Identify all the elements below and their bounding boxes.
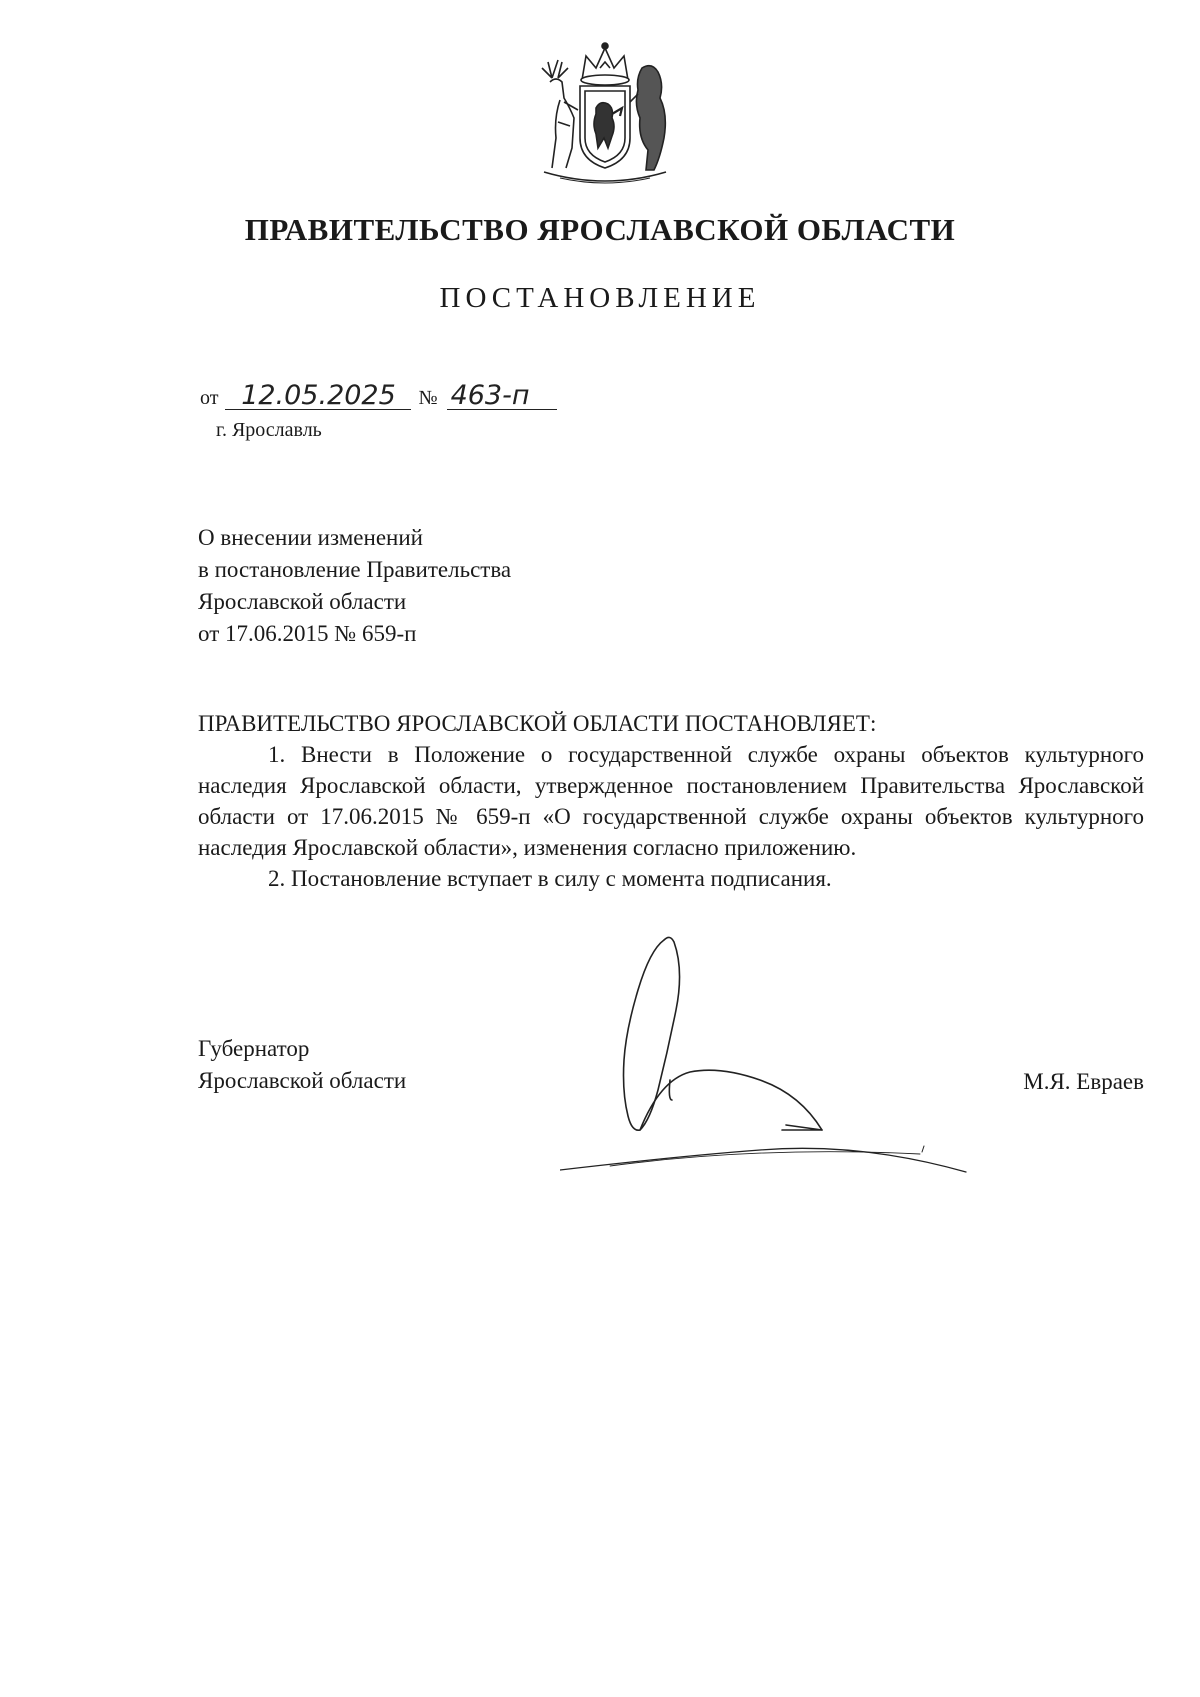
- city: г. Ярославль: [216, 419, 322, 441]
- signatory-position: [198, 1033, 406, 1097]
- date-prefix: от: [200, 387, 219, 409]
- coat-of-arms-icon: [530, 38, 680, 188]
- resolves-heading: ПРАВИТЕЛЬСТВО ЯРОСЛАВСКОЙ ОБЛАСТИ ПОСТАНОВЛЯЕТ:: [198, 711, 877, 736]
- document-subject: [198, 522, 511, 650]
- signature-icon: [560, 920, 1020, 1175]
- registration-line: [200, 380, 557, 411]
- decree-item: 2. Постановление вступает в силу с момента подписания.: [268, 866, 832, 891]
- position-line: Ярославской области: [198, 1068, 407, 1093]
- position-line: Губернатор: [198, 1036, 310, 1061]
- subject-line: от 17.06.2015 № 659-п: [198, 621, 417, 646]
- document-type: ПОСТАНОВЛЕНИЕ: [439, 282, 761, 314]
- decree-item: 1. Внести в Положение о государственной службе охраны объектов культурного наследия Ярославской области, утвержденное постановлением Правительства Ярославской области от 17.06.2015 № 659-п «О государственной службе охраны объектов культурного наследия Ярославской области», изменения согласно приложению.: [198, 742, 1144, 860]
- signatory-name: М.Я. Евраев: [1023, 1069, 1144, 1094]
- subject-line: О внесении изменений: [198, 525, 423, 550]
- subject-line: в постановление Правительства: [198, 557, 512, 582]
- decree-body: [198, 708, 1144, 894]
- organization-title: ПРАВИТЕЛЬСТВО ЯРОСЛАВСКОЙ ОБЛАСТИ: [244, 212, 956, 247]
- number-prefix: №: [418, 387, 438, 409]
- subject-line: Ярославской области: [198, 589, 407, 614]
- document-number: 463-п: [447, 383, 557, 410]
- document-date: 12.05.2025: [225, 383, 411, 410]
